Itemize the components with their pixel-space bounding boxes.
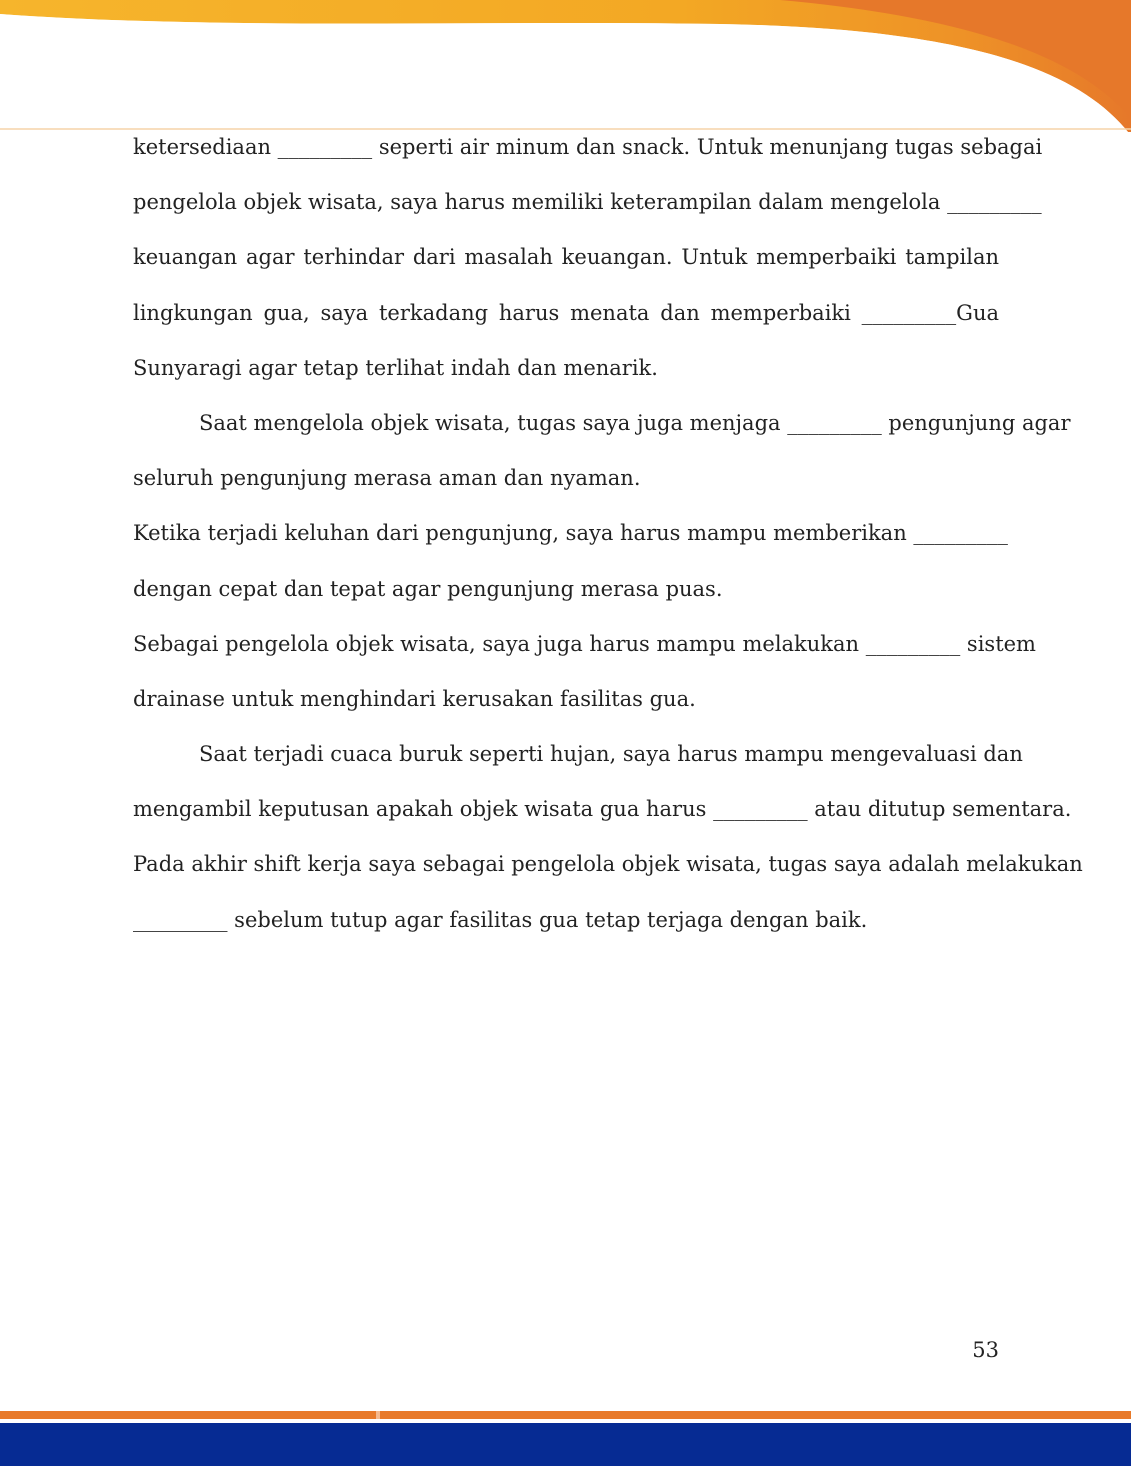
text-line-12: Saat terjadi cuaca buruk seperti hujan, saya harus mampu mengevaluasi dan [199, 742, 1023, 767]
text-line-11: drainase untuk menghindari kerusakan fasilitas gua. [133, 686, 696, 711]
text-line-14: Pada akhir shift kerja saya sebagai pengelola objek wisata, tugas saya adalah melakukan [133, 852, 1083, 877]
page-number: 53 [972, 1338, 999, 1362]
text-line-10: Sebagai pengelola objek wisata, saya juga harus mampu melakukan _________ sistem [133, 631, 1036, 656]
text-line-3: keuangan agar terhindar dari masalah keuangan. Untuk memperbaiki tampilan [133, 245, 999, 270]
footer-navy-bar [0, 1423, 1131, 1466]
header-wave-decoration [0, 0, 1131, 132]
text-line-4: lingkungan gua, saya terkadang harus menata dan memperbaiki _________Gua [133, 300, 999, 325]
text-line-2: pengelola objek wisata, saya harus memiliki keterampilan dalam mengelola _________ [133, 190, 1042, 215]
text-line-7: seluruh pengunjung merasa aman dan nyaman. [133, 466, 641, 491]
footer-orange-bar [0, 1411, 1131, 1419]
text-line-6: Saat mengelola objek wisata, tugas saya juga menjaga _________ pengunjung agar [199, 410, 1071, 435]
text-line-15: _________ sebelum tutup agar fasilitas gua tetap terjaga dengan baik. [133, 907, 868, 932]
footer-orange-bar-notch [376, 1411, 380, 1419]
body-text [133, 120, 1083, 948]
text-line-5: Sunyaragi agar tetap terlihat indah dan menarik. [133, 355, 658, 380]
text-line-13: mengambil keputusan apakah objek wisata gua harus _________ atau ditutup sementara. [133, 797, 1072, 822]
text-line-9: dengan cepat dan tepat agar pengunjung merasa puas. [133, 576, 723, 601]
text-line-8: Ketika terjadi keluhan dari pengunjung, saya harus mampu memberikan _________ [133, 521, 1008, 546]
text-line-1: ketersediaan _________ seperti air minum dan snack. Untuk menunjang tugas sebagai [133, 135, 1043, 159]
